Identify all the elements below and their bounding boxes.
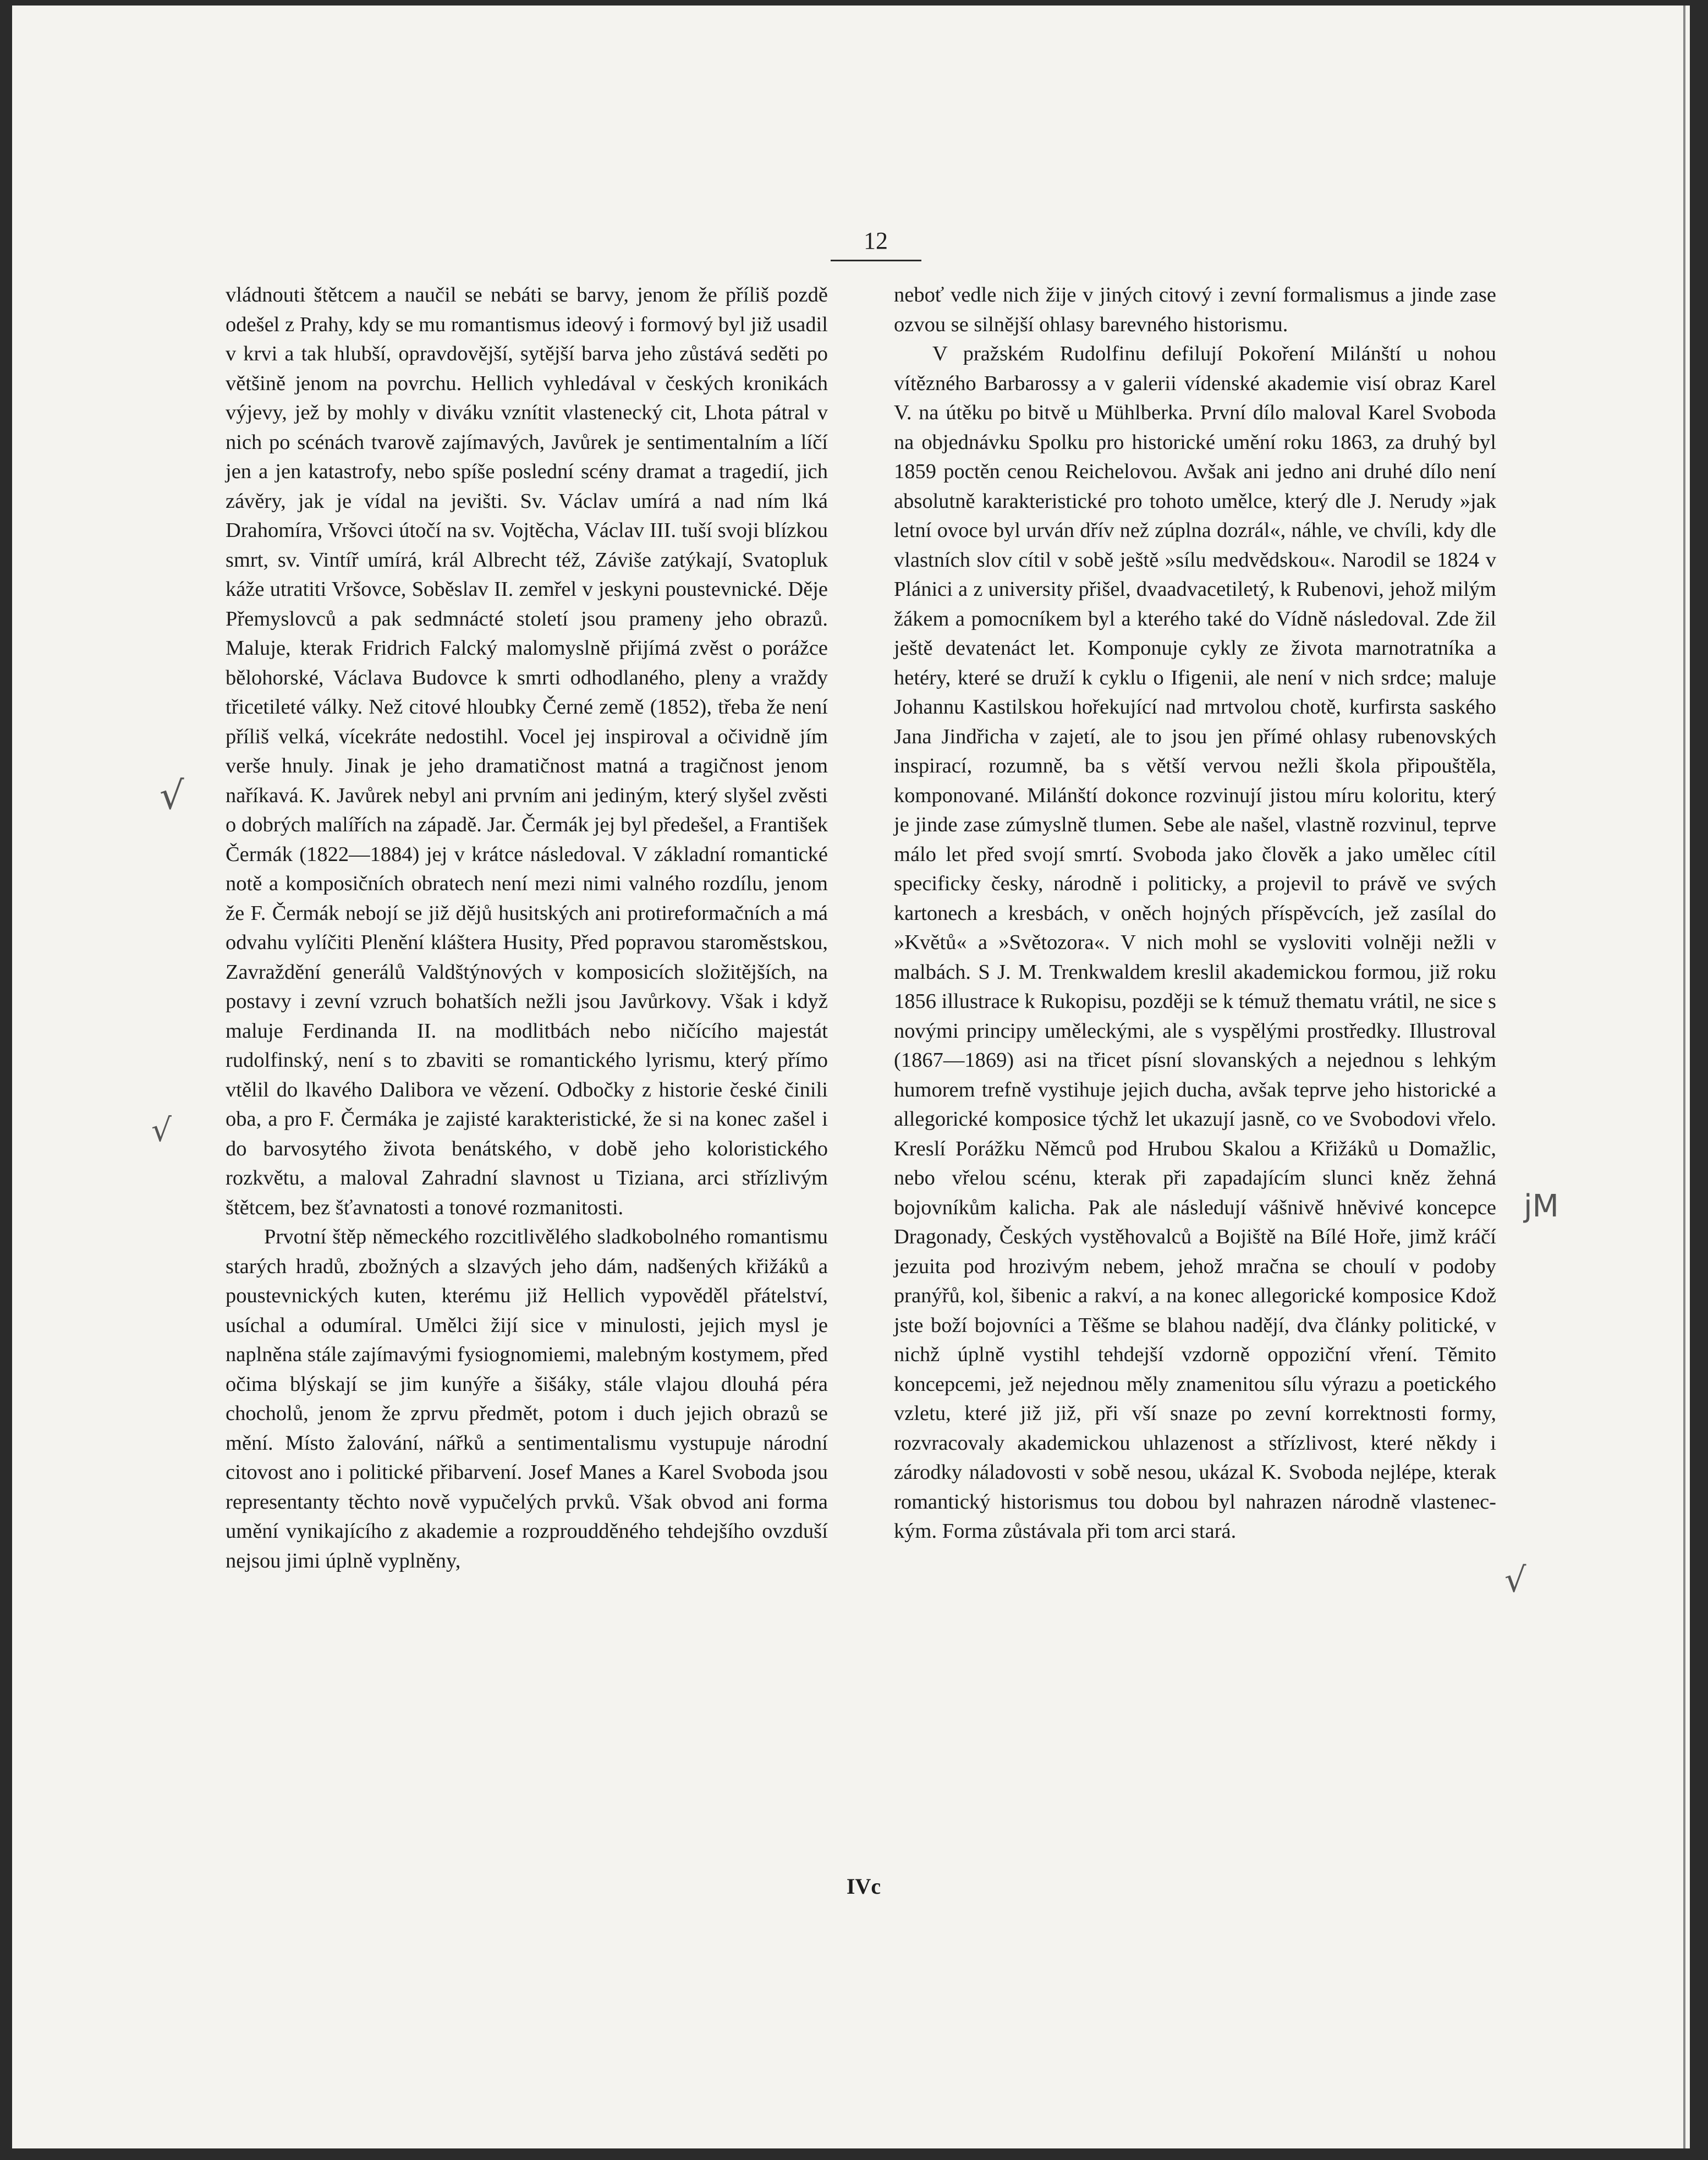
margin-check-mark-right: √ — [1504, 1560, 1526, 1600]
page-number: 12 — [864, 227, 888, 254]
margin-handwritten-note: jM — [1524, 1188, 1559, 1224]
margin-check-mark-left-2: √ — [151, 1111, 172, 1149]
right-paragraph-2: V pražském Rudolfinu defilují Pokoření Milánští u nohou vítězného Barbarossy a v galerii vídenské akademie visí obraz Karel V. na útěku po bitvě u Mühlberka. První dílo maloval Karel Svoboda na objednávku Spolku pro historické umění roku 1863, za druhý byl 1859 poctěn cenou Reichelovou. Avšak ani jedno ani druhé dílo není absolutně karakteristické pro tohoto umělce, který dle J. Nerudy »jak letní ovoce byl urván dřív než zúplna dozrál«, náhle, ve chvíli, kdy dle vlastních slov cítil v sobě ještě »sílu medvědskou«. Narodil se 1824 v Plánici a z university přišel, dvaadvacetiletý, k Rubenovi, jehož milým žákem a pomocníkem byl a kterého také do Vídně následoval. Zde žil ještě devatenáct let. Komponuje cykly ze života marnotratníka a hetéry, které se druží k cyklu o Ifigenii, ale není v nich srdce; maluje Johannu Kastilskou hořekující nad mrtvolou chotě, kurfirsta saského Jana Jindřicha v zajetí, ale to jsou jen přímé ohlasy rubenovských inspirací, rozumně, ba s větší vervou nežli škola připouštěla, komponované. Milánští dokonce rozvinují jistou míru koloritu, který je jinde zase zúmyslně tlumen. Sebe ale našel, vlastně rozvinul, teprve málo let před svojí smrtí. Svoboda jako člověk a jako umělec cítil specificky česky, národně i politicky, a projevil to právě ve svých kartonech a kresbách, v oněch hojných příspěvcích, jež zasílal do »Květů« a »Světozora«. V nich mohl se vysloviti volněji nežli v malbách. S J. M. Trenkwaldem kreslil akademickou formou, již roku 1856 illustrace k Rukopisu, později se k témuž thematu vrátil, ne sice s novými principy uměleckými, ale s vyspělými prostředky. Illustroval (1867—1869) asi na třicet písní slovanských a nejednou s lehkým humorem trefně vystihuje jejich ducha, avšak teprve jeho historické a allegorické komposice týchž let ukazují jasně, co ve Svobodovi vřelo. Kreslí Porážku Němců pod Hrubou Skalou a Křižáků u Domažlic, nebo vřelou scénu, kterak při zapadajícím slunci kněz žehná bojovníkům kalicha. Pak ale následují vášnivě hněvivé koncepce Dragonady, Českých vystěhovalců a Bojiště na Bílé Hoře, jimž kráčí jezuita pod hrozivým nebem, jehož mračna se choulí v podoby pranýřů, kol, šibenic a rakví, a na konec allegorické komposice Kdož jste boží bojovníci a Těšme se blahou nadějí, dva články politické, v nichž úplně vystihl tehdejší vzdorně oppoziční vření. Těmito koncepcemi, jež nejednou měly znamenitou sílu výrazu a poetického vzletu, které již již, při vší snaze po zevní korrektnosti formy, rozvracovaly akademickou uhlazenost a střízlivost, které někdy i zárodky náladovosti v sobě nesou, ukázal K. Svoboda nejlépe, kterak romantický historismus tou dobou byl nahrazen národně vlasteneckým. Forma zůstávala při tom arci stará. — [894, 342, 1496, 1543]
margin-check-mark-left-1: √ — [160, 773, 184, 818]
left-text-column — [226, 281, 828, 1576]
left-paragraph-2: Prvotní štěp německého rozcitlivělého sladkobolného romantismu starých hradů, zbožných a slzavých jeho dám, nadšených křižáků a poustevnických kuten, kterému již Hellich vypověděl přátelství, usíchal a odumíral. Umělci žijí sice v minulosti, jejich mysl je naplněna stále zajímavými fysiognomiemi, malebným kostymem, před očima blýskají se jim kunýře a šišáky, stále vlajou dlouhá péra chocholů, jenom že zprvu předmět, potom i duch jejich obrazů se mění. Místo žalování, nářků a sentimentalismu vystupuje národní citovost ano i politické přibarvení. Josef Manes a Karel Svoboda jsou representanty těchto nově vypučelých prvků. Však obvod ani forma umění vynikajícího z akademie a rozproudděného tehdejšího ovzduší nejsou jimi úplně vyplněny, — [226, 1225, 828, 1572]
right-text-column — [894, 281, 1496, 1547]
page-number-rule — [831, 260, 921, 261]
left-paragraph-1: vládnouti štětcem a naučil se nebáti se barvy, jenom že příliš pozdě odešel z Prahy, kdy se mu romantismus ideový i formový byl již usadil v krvi a tak hlubší, opravdovější, sytější barva jeho zůstává seděti po většině jenom na povrchu. Hellich vyhledával v českých kronikách výjevy, jež by mohly v diváku vznítit vlastenecký cit, Lhota pátral v nich po scénách tvarově zajímavých, Javůrek je sentimentalním a líčí jen a jen katastrofy, nebo spíše poslední scény dramat a tragedií, jich závěry, jak je vídal na jevišti. Sv. Václav umírá a nad ním lká Drahomíra, Vršovci útočí na sv. Vojtěcha, Václav III. tuší svoji blízkou smrt, sv. Vintíř umírá, král Albrecht též, Záviše zatýkají, Svatopluk káže utratiti Vršovce, Soběslav II. zemřel v jeskyni poustevnické. Děje Přemyslovců a pak sedmnácté století jsou prameny jeho obrazů. Maluje, kterak Fridrich Falcký malomyslně přijímá zvěst o porážce bělohorské, Václava Budovce k smrti odhodlaného, pleny a vraždy třicetileté války. Než citové hloubky Černé země (1852), třeba že není příliš velká, vícekráte nedostihl. Vocel jej inspiroval a očividně jím verše hnuly. Jinak je jeho dramatičnost matná a tragičnost jenom naříkavá. K. Javůrek nebyl ani prvním ani jediným, který slyšel zvěsti o dobrých malířích na západě. Jar. Čermák jej byl předešel, a František Čermák (1822—1884) jej v krátce následoval. V základní romantické notě a komposičních obratech není mezi nimi valného rozdílu, jenom že F. Čermák nebojí se již dějů husitských ani protireformačních a má odvahu vylíčiti Plenění kláštera Husity, Před popravou staroměstskou, Zavraždění generálů Valdštýnových v komposicích složitějších, na postavy i zevní vzruch bohatších nežli jsou Javůrkovy. Však i když maluje Ferdinanda II. na modlitbách nebo ničícího majestát rudolfinský, není s to zbaviti se romantického lyrismu, který přímo vtělil do lkavého Dalibora ve vězení. Odbočky z historie české činili oba, a pro F. Čermáka je zajisté karakteristické, že si na konec zašel i do barvosytého života benátského, v době jeho koloristického rozkvětu, a maloval Zahradní slavnost u Tiziana, arci střízlivým štětcem, bez šťavnatosti a tonové rozmanitosti. — [226, 283, 828, 1219]
page-edge-shadow — [1683, 6, 1685, 2148]
right-paragraph-1: neboť vedle nich žije v jiných citový i zevní formalismus a jinde zase ozvou se silnější ohlasy barevného historismu. — [894, 283, 1496, 336]
printer-signature: IVc — [846, 1874, 881, 1899]
